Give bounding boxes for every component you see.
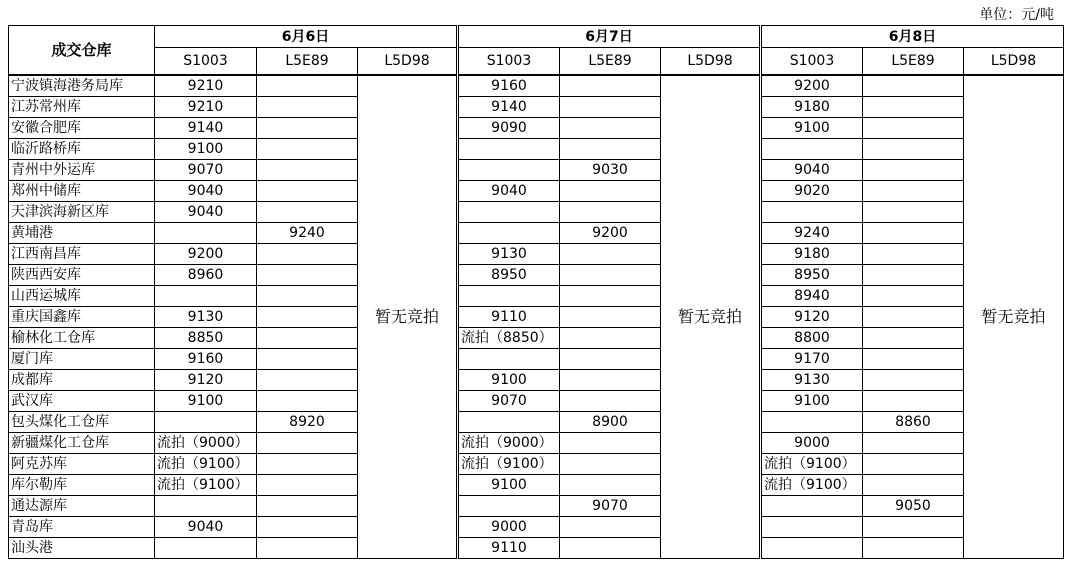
table-cell: 8850 [155,328,257,349]
warehouse-name: 成都库 [9,370,155,391]
table-cell [863,538,964,559]
table-cell: 9120 [155,370,257,391]
table-cell [458,223,560,244]
table-cell [257,433,358,454]
table-cell: 9020 [761,181,863,202]
table-cell [560,97,661,118]
table-cell [257,139,358,160]
table-cell [257,475,358,496]
table-cell [863,391,964,412]
table-cell: 9100 [155,139,257,160]
table-row [9,496,1064,517]
table-cell [257,328,358,349]
table-cell [761,538,863,559]
table-cell [863,433,964,454]
table-cell: 9090 [458,118,560,139]
table-cell: 9200 [560,223,661,244]
table-cell: 9040 [761,160,863,181]
table-cell [863,223,964,244]
table-cell: 9000 [761,433,863,454]
table-cell [458,349,560,370]
table-cell [257,454,358,475]
table-cell [257,244,358,265]
table-cell [155,412,257,433]
table-cell [761,202,863,223]
table-row [9,139,1064,160]
warehouse-name: 郑州中储库 [9,181,155,202]
no-bid-cell: 暂无竞拍 [661,75,761,559]
table-row [9,307,1064,328]
warehouse-name: 黄埔港 [9,223,155,244]
table-cell [257,370,358,391]
table-row [9,75,1064,97]
table-row [9,433,1064,454]
table-cell [863,517,964,538]
table-cell: 8940 [761,286,863,307]
grade-header: S1003 [155,48,257,76]
table-cell: 9210 [155,75,257,97]
warehouse-name: 榆林化工仓库 [9,328,155,349]
table-row [9,97,1064,118]
table-cell: 9240 [257,223,358,244]
grade-header: L5D98 [358,48,458,76]
table-cell: 9040 [155,181,257,202]
table-cell: 9200 [155,244,257,265]
grade-header: L5E89 [863,48,964,76]
table-cell [257,496,358,517]
table-cell [863,454,964,475]
warehouse-name: 包头煤化工仓库 [9,412,155,433]
grade-header: L5E89 [560,48,661,76]
table-cell [863,160,964,181]
grade-header: L5D98 [661,48,761,76]
table-cell [863,97,964,118]
table-cell [458,160,560,181]
table-cell [560,328,661,349]
table-cell: 流拍（9100） [458,454,560,475]
warehouse-name: 安徽合肥库 [9,118,155,139]
table-cell [560,433,661,454]
table-cell: 9140 [155,118,257,139]
warehouse-name: 陕西西安库 [9,265,155,286]
table-cell [155,496,257,517]
table-cell [560,118,661,139]
date-header-1: 6月6日 [155,26,458,48]
table-cell: 流拍（9100） [761,454,863,475]
table-cell [560,75,661,97]
table-cell [863,475,964,496]
table-cell: 8900 [560,412,661,433]
table-cell: 流拍（9100） [761,475,863,496]
table-cell [257,391,358,412]
table-cell [863,307,964,328]
table-cell [155,223,257,244]
warehouse-name: 临沂路桥库 [9,139,155,160]
table-cell [863,244,964,265]
table-cell [458,202,560,223]
table-row [9,538,1064,559]
table-cell: 9110 [458,538,560,559]
table-cell [257,517,358,538]
table-cell [560,244,661,265]
warehouse-name: 江苏常州库 [9,97,155,118]
warehouse-name: 库尔勒库 [9,475,155,496]
table-cell [257,75,358,97]
no-bid-cell: 暂无竞拍 [358,75,458,559]
table-cell [257,265,358,286]
warehouse-name: 汕头港 [9,538,155,559]
grade-header: L5E89 [257,48,358,76]
table-cell [761,412,863,433]
warehouse-header: 成交仓库 [9,26,155,76]
table-cell: 9040 [155,202,257,223]
table-cell [863,349,964,370]
table-cell [863,118,964,139]
grade-header: L5D98 [964,48,1064,76]
table-cell: 8920 [257,412,358,433]
table-cell [560,538,661,559]
table-cell [560,202,661,223]
table-row [9,160,1064,181]
table-cell: 9070 [458,391,560,412]
grade-header: S1003 [761,48,863,76]
table-cell [863,75,964,97]
table-cell: 9100 [761,391,863,412]
table-cell [863,370,964,391]
table-row [9,475,1064,496]
table-cell: 流拍（9000） [155,433,257,454]
table-row [9,265,1064,286]
table-cell: 9180 [761,244,863,265]
table-cell [458,286,560,307]
table-row [9,244,1064,265]
table-cell: 9100 [458,475,560,496]
warehouse-name: 通达源库 [9,496,155,517]
table-cell: 9120 [761,307,863,328]
table-row [9,391,1064,412]
table-row [9,181,1064,202]
table-cell [257,97,358,118]
table-cell [863,181,964,202]
table-cell: 流拍（9000） [458,433,560,454]
table-cell [761,517,863,538]
table-row [9,118,1064,139]
table-cell: 9210 [155,97,257,118]
warehouse-name: 阿克苏库 [9,454,155,475]
table-cell: 9100 [458,370,560,391]
table-cell: 9050 [863,496,964,517]
table-row [9,202,1064,223]
table-cell [863,265,964,286]
warehouse-name: 青州中外运库 [9,160,155,181]
table-cell [560,286,661,307]
table-cell [155,286,257,307]
table-cell: 9200 [761,75,863,97]
warehouse-name: 山西运城库 [9,286,155,307]
table-cell: 9160 [155,349,257,370]
table-cell [761,496,863,517]
table-cell [761,139,863,160]
table-row [9,286,1064,307]
table-cell: 8960 [155,265,257,286]
table-cell: 9100 [761,118,863,139]
table-cell [257,307,358,328]
table-cell: 9030 [560,160,661,181]
table-cell [863,328,964,349]
warehouse-name: 天津滨海新区库 [9,202,155,223]
table-row [9,370,1064,391]
table-cell [863,286,964,307]
table-cell: 8860 [863,412,964,433]
table-cell: 9110 [458,307,560,328]
table-cell [257,349,358,370]
table-cell [257,160,358,181]
table-cell [257,181,358,202]
warehouse-name: 宁波镇海港务局库 [9,75,155,97]
warehouse-name: 重庆国鑫库 [9,307,155,328]
table-cell [560,454,661,475]
warehouse-name: 武汉库 [9,391,155,412]
table-cell: 9130 [155,307,257,328]
table-cell: 8800 [761,328,863,349]
table-cell [863,202,964,223]
table-cell [560,475,661,496]
table-cell: 流拍（9100） [155,475,257,496]
table-cell: 9000 [458,517,560,538]
table-cell: 8950 [761,265,863,286]
table-cell: 9100 [155,391,257,412]
table-cell [257,118,358,139]
table-cell: 9180 [761,97,863,118]
table-cell: 9160 [458,75,560,97]
table-cell: 9130 [761,370,863,391]
table-cell: 流拍（9100） [155,454,257,475]
no-bid-cell: 暂无竞拍 [964,75,1064,559]
table-row [9,328,1064,349]
auction-results-table [8,25,1064,559]
table-cell [257,286,358,307]
warehouse-name: 青岛库 [9,517,155,538]
table-row [9,454,1064,475]
warehouse-name: 厦门库 [9,349,155,370]
warehouse-name: 新疆煤化工仓库 [9,433,155,454]
table-cell: 9130 [458,244,560,265]
table-cell [458,412,560,433]
table-cell [560,307,661,328]
grade-header: S1003 [458,48,560,76]
table-cell: 9170 [761,349,863,370]
table-cell [560,265,661,286]
table-cell [155,538,257,559]
table-row [9,412,1064,433]
table-cell: 9040 [458,181,560,202]
table-cell [560,349,661,370]
table-cell: 9040 [155,517,257,538]
table-cell [560,391,661,412]
table-cell [458,496,560,517]
table-cell: 9070 [155,160,257,181]
table-row [9,517,1064,538]
table-cell [257,202,358,223]
table-cell: 9140 [458,97,560,118]
table-row [9,223,1064,244]
table-cell [560,517,661,538]
table-cell [257,538,358,559]
table-cell [560,139,661,160]
table-cell: 流拍（8850） [458,328,560,349]
table-cell [560,181,661,202]
table-cell [560,370,661,391]
table-body [9,75,1064,559]
table-cell [863,139,964,160]
table-cell: 9070 [560,496,661,517]
date-header-2: 6月7日 [458,26,761,48]
table-cell: 9240 [761,223,863,244]
unit-label: 单位：元/吨 [979,7,1054,23]
table-cell [458,139,560,160]
table-row [9,349,1064,370]
date-header-3: 6月8日 [761,26,1064,48]
table-cell: 8950 [458,265,560,286]
warehouse-name: 江西南昌库 [9,244,155,265]
